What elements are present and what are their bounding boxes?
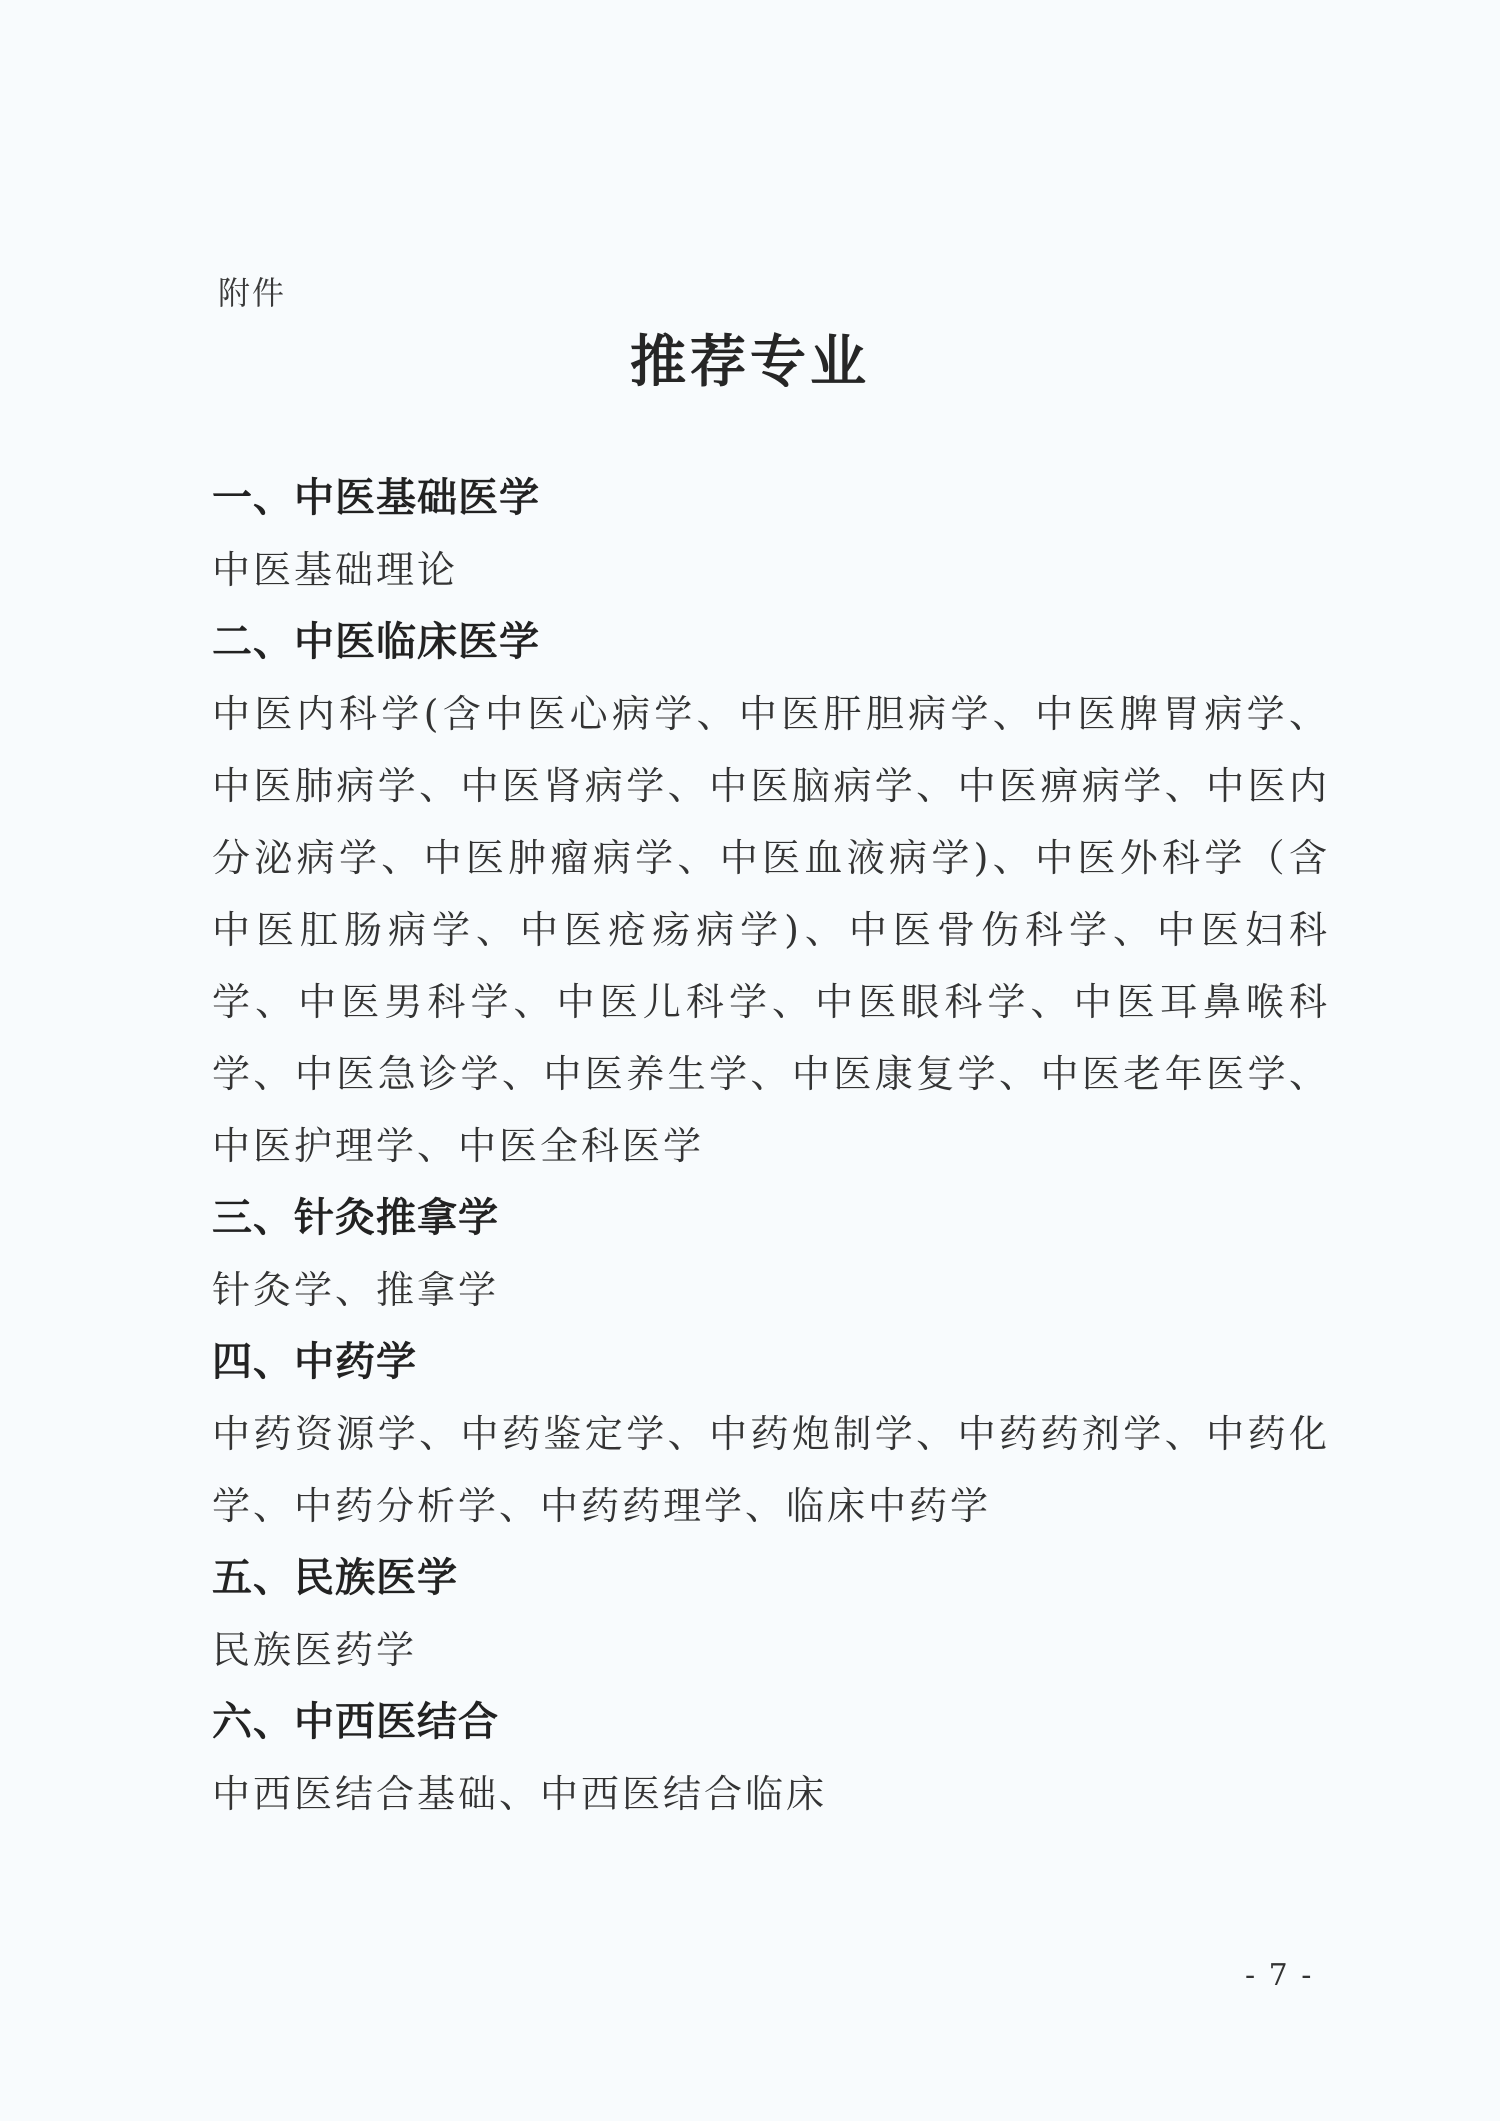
section-ethnic-medicine xyxy=(212,1542,1330,1686)
section-clinical-medicine xyxy=(212,606,1330,1182)
section-heading: 六、中西医结合 xyxy=(212,1699,499,1745)
section-chinese-pharmacy xyxy=(212,1326,1330,1542)
section-heading: 五、民族医学 xyxy=(212,1555,458,1601)
page-title: 推荐专业 xyxy=(630,330,870,395)
section-body: 民族医药学 xyxy=(212,1628,418,1672)
section-body: 中药资源学、中药鉴定学、中药炮制学、中药药剂学、中药化学、中药分析学、中药药理学、临床中药学 xyxy=(212,1412,1330,1528)
section-body: 中医基础理论 xyxy=(212,548,459,592)
section-integrated-medicine xyxy=(212,1686,1330,1830)
attachment-label: 附件 xyxy=(218,274,287,312)
document-content xyxy=(212,462,1330,1830)
section-acupuncture-tuina xyxy=(212,1182,1330,1326)
section-heading: 三、针灸推拿学 xyxy=(212,1195,499,1241)
section-body: 针灸学、推拿学 xyxy=(212,1268,500,1312)
section-heading: 一、中医基础医学 xyxy=(212,475,540,521)
page-number: - 7 - xyxy=(1245,1958,1314,1993)
section-body: 中医内科学(含中医心病学、中医肝胆病学、中医脾胃病学、中医肺病学、中医肾病学、中医脑病学、中医痹病学、中医内分泌病学、中医肿瘤病学、中医血液病学)、中医外科学（含中医肛肠病学、中医疮疡病学)、中医骨伤科学、中医妇科学、中医男科学、中医儿科学、中医眼科学、中医耳鼻喉科学、中医急诊学、中医养生学、中医康复学、中医老年医学、中医护理学、中医全科医学 xyxy=(212,692,1330,1168)
section-heading: 四、中药学 xyxy=(212,1339,417,1385)
section-body: 中西医结合基础、中西医结合临床 xyxy=(212,1772,828,1816)
section-basic-medicine xyxy=(212,462,1330,606)
section-heading: 二、中医临床医学 xyxy=(212,619,540,665)
